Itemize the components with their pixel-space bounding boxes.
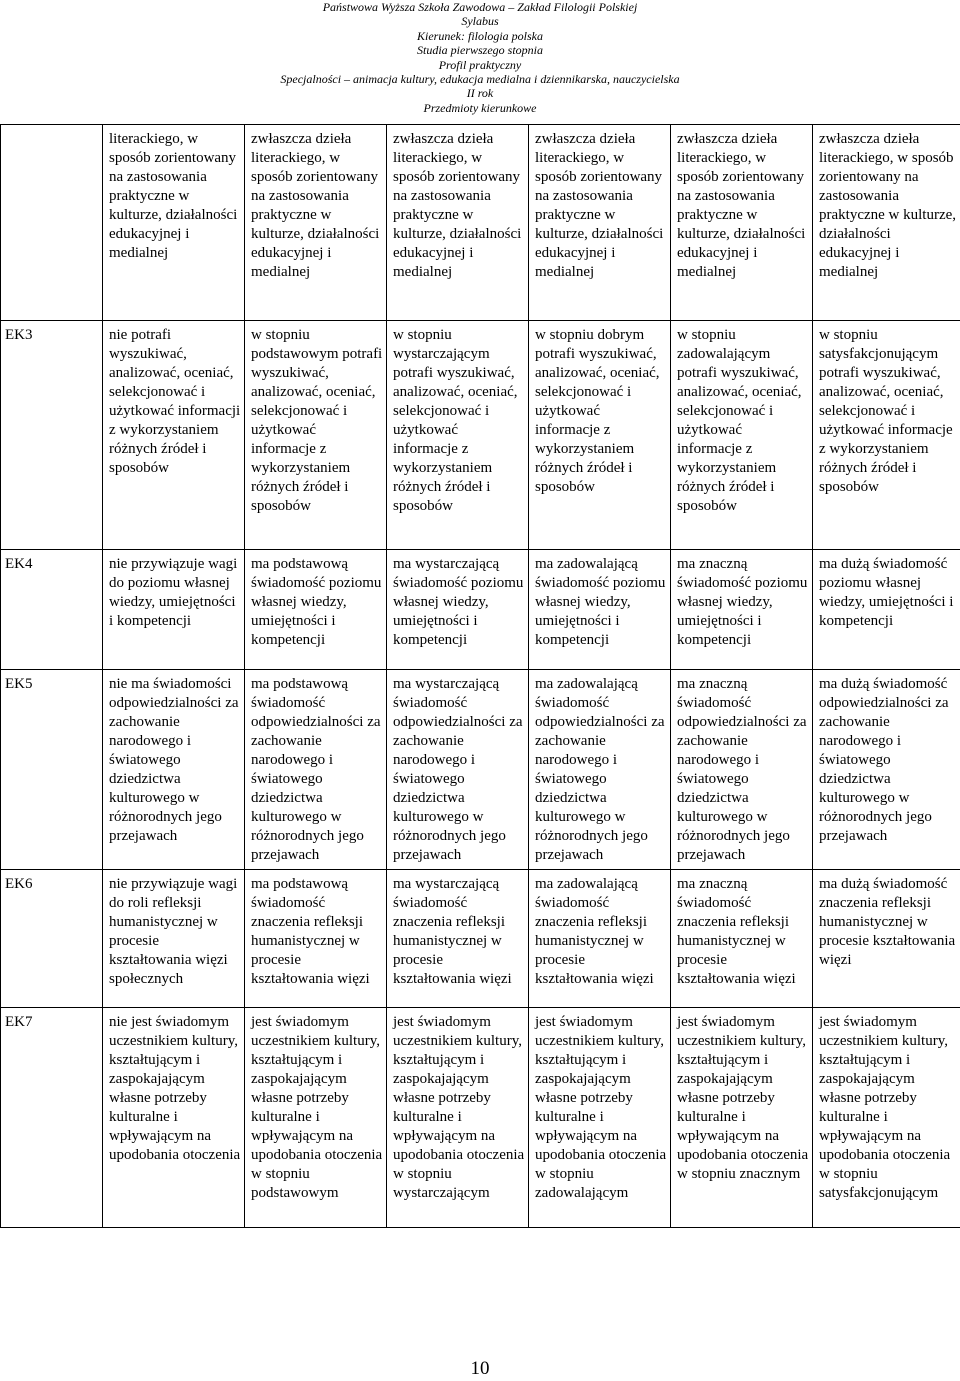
table-cell: ma wystarczającą świadomość znaczenia refleksji humanistycznej w procesie kształtowania więzi	[387, 870, 529, 1008]
table-cell: ma zadowalającą świadomość poziomu własnej wiedzy, umiejętności i kompetencji	[529, 550, 671, 670]
table-row	[1, 670, 960, 870]
header-line-institution: Państwowa Wyższa Szkoła Zawodowa – Zakład Filologii Polskiej	[322, 0, 638, 14]
table-cell: nie potrafi wyszukiwać, analizować, oceniać, selekcjonować i użytkować informacji z wykorzystaniem różnych źródeł i sposobów	[103, 321, 245, 550]
table-cell: zwłaszcza dzieła literackiego, w sposób zorientowany na zastosowania praktyczne w kulturze, działalności edukacyjnej i medialnej	[813, 125, 960, 321]
table-cell: zwłaszcza dzieła literackiego, w sposób zorientowany na zastosowania praktyczne w kulturze, działalności edukacyjnej i medialnej	[245, 125, 387, 321]
table-cell: jest świadomym uczestnikiem kultury, kształtującym i zaspokajającym własne potrzeby kulturalne i wpływającym na upodobania otoczenia w stopniu znacznym	[671, 1008, 813, 1228]
table-cell: zwłaszcza dzieła literackiego, w sposób zorientowany na zastosowania praktyczne w kulturze, działalności edukacyjnej i medialnej	[529, 125, 671, 321]
table-cell: ma podstawową świadomość znaczenia refleksji humanistycznej w procesie kształtowania więzi	[245, 870, 387, 1008]
table-row	[1, 125, 960, 321]
table-cell: w stopniu dobrym potrafi wyszukiwać, analizować, oceniać, selekcjonować i użytkować informacje z wykorzystaniem różnych źródeł i sposobów	[529, 321, 671, 550]
table-cell: w stopniu wystarczającym potrafi wyszukiwać, analizować, oceniać, selekcjonować i użytkować informacje z wykorzystaniem różnych źródeł i sposobów	[387, 321, 529, 550]
table-cell: nie przywiązuje wagi do roli refleksji humanistycznej w procesie kształtowania więzi społecznych	[103, 870, 245, 1008]
table-row	[1, 870, 960, 1008]
header-line-subjects: Przedmioty kierunkowe	[423, 100, 537, 115]
ek-id-cell	[1, 125, 103, 321]
table-cell: ma dużą świadomość poziomu własnej wiedzy, umiejętności i kompetencji	[813, 550, 960, 670]
header-line-year: II rok	[466, 86, 494, 101]
header-line-specialties: Specjalności – animacja kultury, edukacja medialna i dziennikarska, nauczycielska	[280, 72, 680, 87]
table-cell: ma podstawową świadomość poziomu własnej wiedzy, umiejętności i kompetencji	[245, 550, 387, 670]
ek-id-cell: EK6	[1, 870, 103, 1008]
table-cell: jest świadomym uczestnikiem kultury, kształtującym i zaspokajającym własne potrzeby kulturalne i wpływającym na upodobania otoczenia w stopniu wystarczającym	[387, 1008, 529, 1228]
table-cell: w stopniu zadowalającym potrafi wyszukiwać, analizować, oceniać, selekcjonować i użytkować informacje z wykorzystaniem różnych źródeł i sposobów	[671, 321, 813, 550]
table-cell: ma znaczną świadomość poziomu własnej wiedzy, umiejętności i kompetencji	[671, 550, 813, 670]
table-cell: literackiego, w sposób zorientowany na zastosowania praktyczne w kulturze, działalności edukacyjnej i medialnej	[103, 125, 245, 321]
table-cell: nie przywiązuje wagi do poziomu własnej wiedzy, umiejętności i kompetencji	[103, 550, 245, 670]
header-line-syllabus: Sylabus	[461, 14, 499, 29]
table-cell: ma znaczną świadomość znaczenia refleksji humanistycznej w procesie kształtowania więzi	[671, 870, 813, 1008]
table-cell: nie jest świadomym uczestnikiem kultury, kształtującym i zaspokajającym własne potrzeby kulturalne i wpływającym na upodobania otoczenia	[103, 1008, 245, 1228]
table-cell: nie ma świadomości odpowiedzialności za zachowanie narodowego i światowego dziedzictwa kulturowego w różnorodnych jego przejawach	[103, 670, 245, 870]
assessment-criteria-table	[0, 124, 960, 1228]
ek-id-cell: EK4	[1, 550, 103, 670]
table-cell: ma dużą świadomość odpowiedzialności za zachowanie narodowego i światowego dziedzictwa kulturowego w różnorodnych jego przejawach	[813, 670, 960, 870]
header-line-field: Kierunek: filologia polska	[417, 28, 543, 43]
table-cell: jest świadomym uczestnikiem kultury, kształtującym i zaspokajającym własne potrzeby kulturalne i wpływającym na upodobania otoczenia w stopniu podstawowym	[245, 1008, 387, 1228]
ek-id-cell: EK7	[1, 1008, 103, 1228]
table-cell: ma wystarczającą świadomość odpowiedzialności za zachowanie narodowego i światowego dziedzictwa kulturowego w różnorodnych jego przejawach	[387, 670, 529, 870]
table-row	[1, 1008, 960, 1228]
table-cell: ma znaczną świadomość odpowiedzialności za zachowanie narodowego i światowego dziedzictwa kulturowego w różnorodnych jego przejawach	[671, 670, 813, 870]
table-cell: jest świadomym uczestnikiem kultury, kształtującym i zaspokajającym własne potrzeby kulturalne i wpływającym na upodobania otoczenia w stopniu zadowalającym	[529, 1008, 671, 1228]
table-row	[1, 321, 960, 550]
table-cell: ma zadowalającą świadomość odpowiedzialności za zachowanie narodowego i światowego dziedzictwa kulturowego w różnorodnych jego przejawach	[529, 670, 671, 870]
table-cell: jest świadomym uczestnikiem kultury, kształtującym i zaspokajającym własne potrzeby kulturalne i wpływającym na upodobania otoczenia w stopniu satysfakcjonującym	[813, 1008, 960, 1228]
header-line-profile: Profil praktyczny	[438, 57, 522, 72]
table-cell: zwłaszcza dzieła literackiego, w sposób zorientowany na zastosowania praktyczne w kulturze, działalności edukacyjnej i medialnej	[671, 125, 813, 321]
table-cell: zwłaszcza dzieła literackiego, w sposób zorientowany na zastosowania praktyczne w kulturze, działalności edukacyjnej i medialnej	[387, 125, 529, 321]
table-cell: ma dużą świadomość znaczenia refleksji humanistycznej w procesie kształtowania więzi	[813, 870, 960, 1008]
page-number: 10	[470, 1358, 490, 1379]
table-row	[1, 550, 960, 670]
header-line-level: Studia pierwszego stopnia	[416, 43, 543, 58]
table-cell: w stopniu podstawowym potrafi wyszukiwać, analizować, oceniać, selekcjonować i użytkować informacje z wykorzystaniem różnych źródeł i sposobów	[245, 321, 387, 550]
ek-id-cell: EK3	[1, 321, 103, 550]
table-cell: ma podstawową świadomość odpowiedzialności za zachowanie narodowego i światowego dziedzictwa kulturowego w różnorodnych jego przejawach	[245, 670, 387, 870]
table-cell: w stopniu satysfakcjonującym potrafi wyszukiwać, analizować, oceniać, selekcjonować i użytkować informacje z wykorzystaniem różnych źródeł i sposobów	[813, 321, 960, 550]
table-cell: ma wystarczającą świadomość poziomu własnej wiedzy, umiejętności i kompetencji	[387, 550, 529, 670]
table-cell: ma zadowalającą świadomość znaczenia refleksji humanistycznej w procesie kształtowania więzi	[529, 870, 671, 1008]
page-header	[0, 0, 960, 115]
ek-id-cell: EK5	[1, 670, 103, 870]
